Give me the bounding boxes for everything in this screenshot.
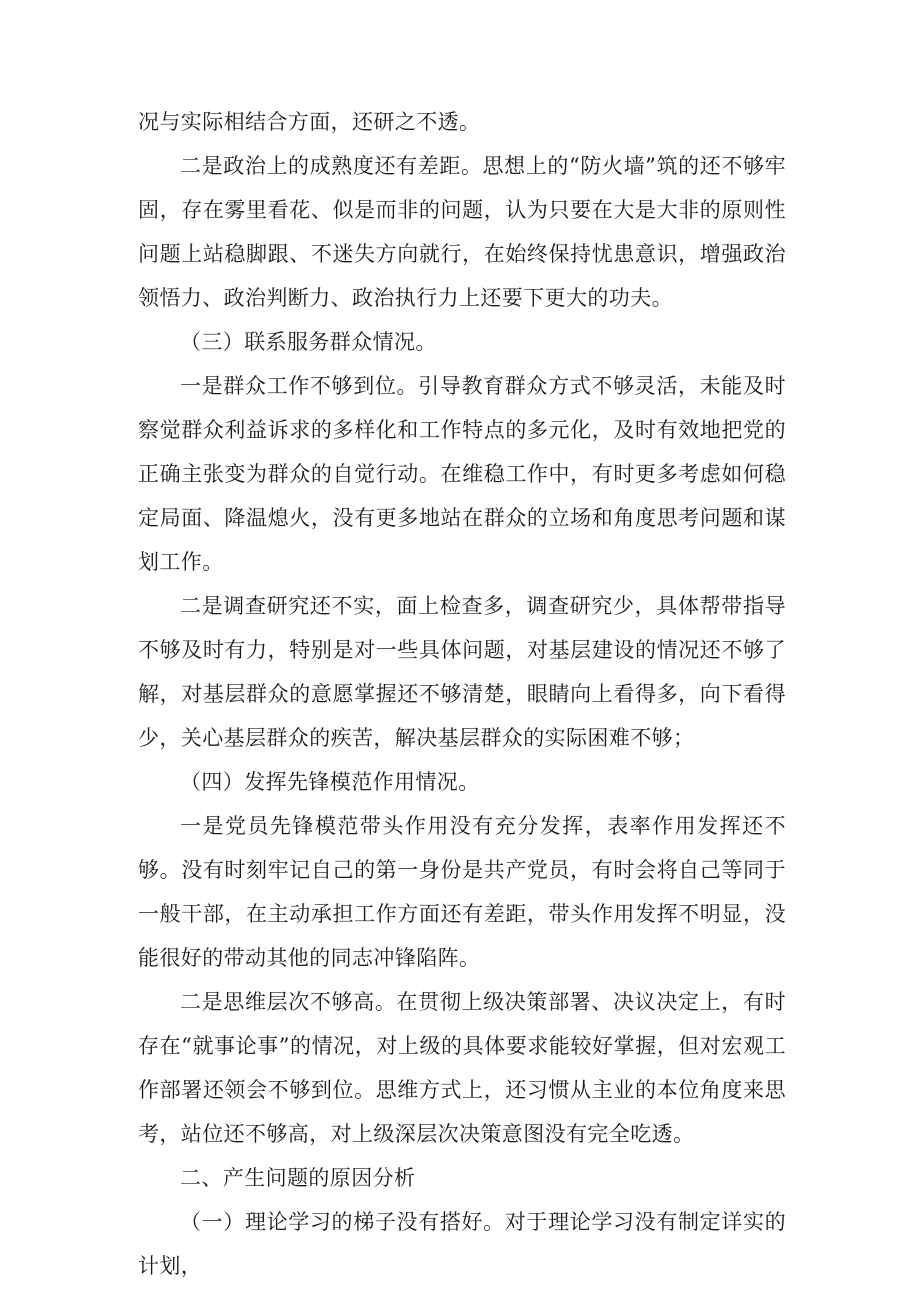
paragraph-party-member-role: 一是党员先锋模范带头作用没有充分发挥，表率作用发挥还不够。没有时刻牢记自己的第一身份是共产党员，有时会将自己等同于一般干部，在主动承担工作方面还有差距，带头作用发挥不明显，没能很好的带动其他的同志冲锋陷阵。	[138, 814, 786, 970]
section-heading-contact-masses: （三）联系服务群众情况。	[180, 330, 437, 354]
section-heading-vanguard-role: （四）发挥先锋模范作用情况。	[180, 770, 480, 794]
paragraph-continuation: 况与实际相结合方面，还研之不透。	[138, 110, 481, 134]
section-heading-cause-analysis: 二、产生问题的原因分析	[180, 1166, 416, 1190]
paragraph-theory-study: （一）理论学习的梯子没有搭好。对于理论学习没有制定详实的计划，	[138, 1210, 786, 1278]
paragraph-investigation-research: 二是调查研究还不实，面上检查多，调查研究少，具体帮带指导不够及时有力，特别是对一些具体问题，对基层建设的情况还不够了解，对基层群众的意愿掌握还不够清楚，眼睛向上看得多，向下看得少，关心基层群众的疾苦，解决基层群众的实际困难不够；	[138, 594, 786, 750]
document-body	[138, 100, 786, 1288]
paragraph-political-maturity: 二是政治上的成熟度还有差距。思想上的“防火墙”筑的还不够牢固，存在雾里看花、似是而非的问题，认为只要在大是大非的原则性问题上站稳脚跟、不迷失方向就行，在始终保持忧患意识，增强政治领悟力、政治判断力、政治执行力上还要下更大的功夫。	[138, 154, 786, 310]
paragraph-mass-work: 一是群众工作不够到位。引导教育群众方式不够灵活，未能及时察觉群众利益诉求的多样化和工作特点的多元化，及时有效地把党的正确主张变为群众的自觉行动。在维稳工作中，有时更多考虑如何稳定局面、降温熄火，没有更多地站在群众的立场和角度思考问题和谋划工作。	[138, 374, 786, 574]
paragraph-thinking-level: 二是思维层次不够高。在贯彻上级决策部署、决议决定上，有时存在“就事论事”的情况，对上级的具体要求能较好掌握，但对宏观工作部署还领会不够到位。思维方式上，还习惯从主业的本位角度来思考，站位还不够高，对上级深层次决策意图没有完全吃透。	[138, 990, 786, 1146]
